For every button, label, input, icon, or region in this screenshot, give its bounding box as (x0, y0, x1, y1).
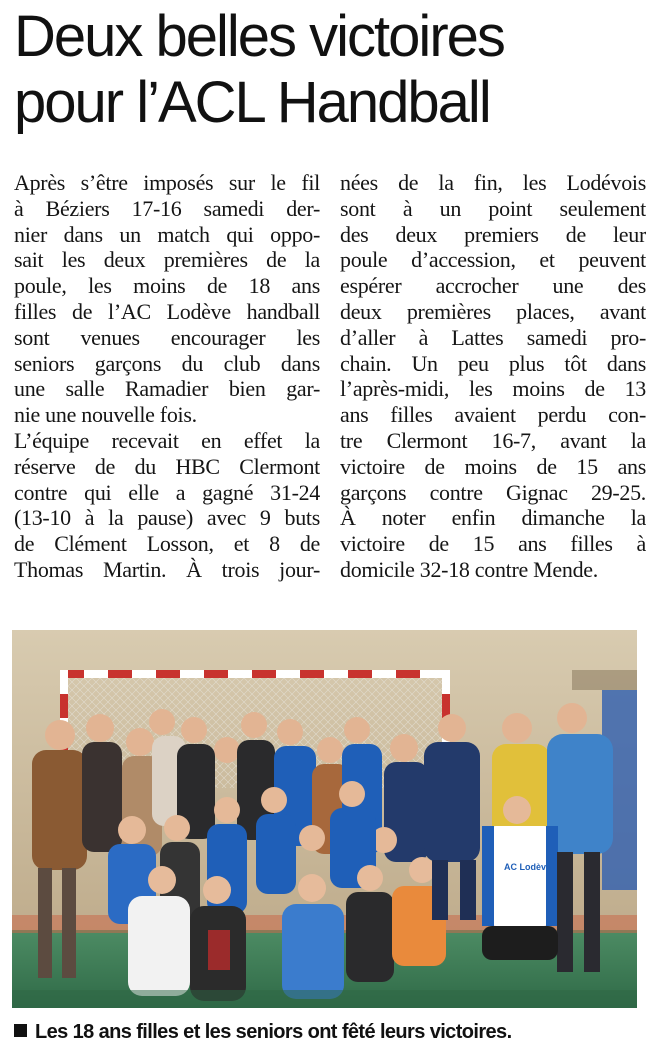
article-line: des deux premiers de leur (340, 221, 646, 247)
headline-line-1: Deux belles victoires (14, 4, 504, 69)
article-line: domicile 32-18 contre Mende. (340, 556, 598, 582)
article-line: L’équipe recevait en effet la (14, 427, 320, 453)
article-line: réserve de du HBC Clermont (14, 453, 320, 479)
article-line: nie une nouvelle fois. (14, 402, 197, 428)
article-line: contre qui elle a gagné 31-24 (14, 479, 320, 505)
article-line: sont à un point seulement (340, 195, 646, 221)
article-line: garçons contre Gignac 29-25. (340, 479, 646, 505)
article-line: victoire de 15 ans filles à (340, 531, 646, 557)
article-line: poule d’accession, et peuvent (340, 247, 646, 273)
article-line: chain. Un peu plus tôt dans (340, 350, 646, 376)
article-line: nier dans un match qui oppo- (14, 221, 320, 247)
article-line: filles de l’AC Lodève handball (14, 298, 320, 324)
article-line: seniors garçons du club dans (14, 350, 320, 376)
article-line: espérer accrocher une des (340, 273, 646, 299)
article-line: sont venues encourager les (14, 324, 320, 350)
caption-bullet-square (14, 1024, 27, 1037)
article-line: à Béziers 17-16 samedi der- (14, 195, 320, 221)
article-line: nées de la fin, les Lodévois (340, 170, 646, 195)
article-line: tre Clermont 16-7, avant la (340, 427, 646, 453)
article-line: Thomas Martin. À trois jour- (14, 556, 320, 582)
article-line: victoire de moins de 15 ans (340, 453, 646, 479)
headline (14, 4, 649, 136)
photo-caption (14, 1018, 654, 1046)
article-line: À noter enfin dimanche la (340, 505, 646, 531)
headline-line-2: pour l’ACL Handball (14, 70, 490, 135)
article-line: Après s’être imposés sur le fil (14, 170, 320, 195)
article-line: (13-10 à la pause) avec 9 buts (14, 505, 320, 531)
article-column-right (340, 170, 646, 583)
team-photo (12, 630, 637, 1008)
jersey-text: AC Lodève (504, 862, 552, 872)
article-line: d’aller à Lattes samedi pro- (340, 324, 646, 350)
caption-text: Les 18 ans filles et les seniors ont fêté leurs victoires. (35, 1021, 512, 1043)
article-line: ans filles avaient perdu con- (340, 402, 646, 428)
article-line: deux premières places, avant (340, 298, 646, 324)
article-column-left (14, 170, 320, 583)
article-line: sait les deux premières de la (14, 247, 320, 273)
article-line: de Clément Losson, et 8 de (14, 531, 320, 557)
article-line: une salle Ramadier bien gar- (14, 376, 320, 402)
article-line: poule, les moins de 18 ans (14, 273, 320, 299)
article-line: l’après-midi, les moins de 13 (340, 376, 646, 402)
